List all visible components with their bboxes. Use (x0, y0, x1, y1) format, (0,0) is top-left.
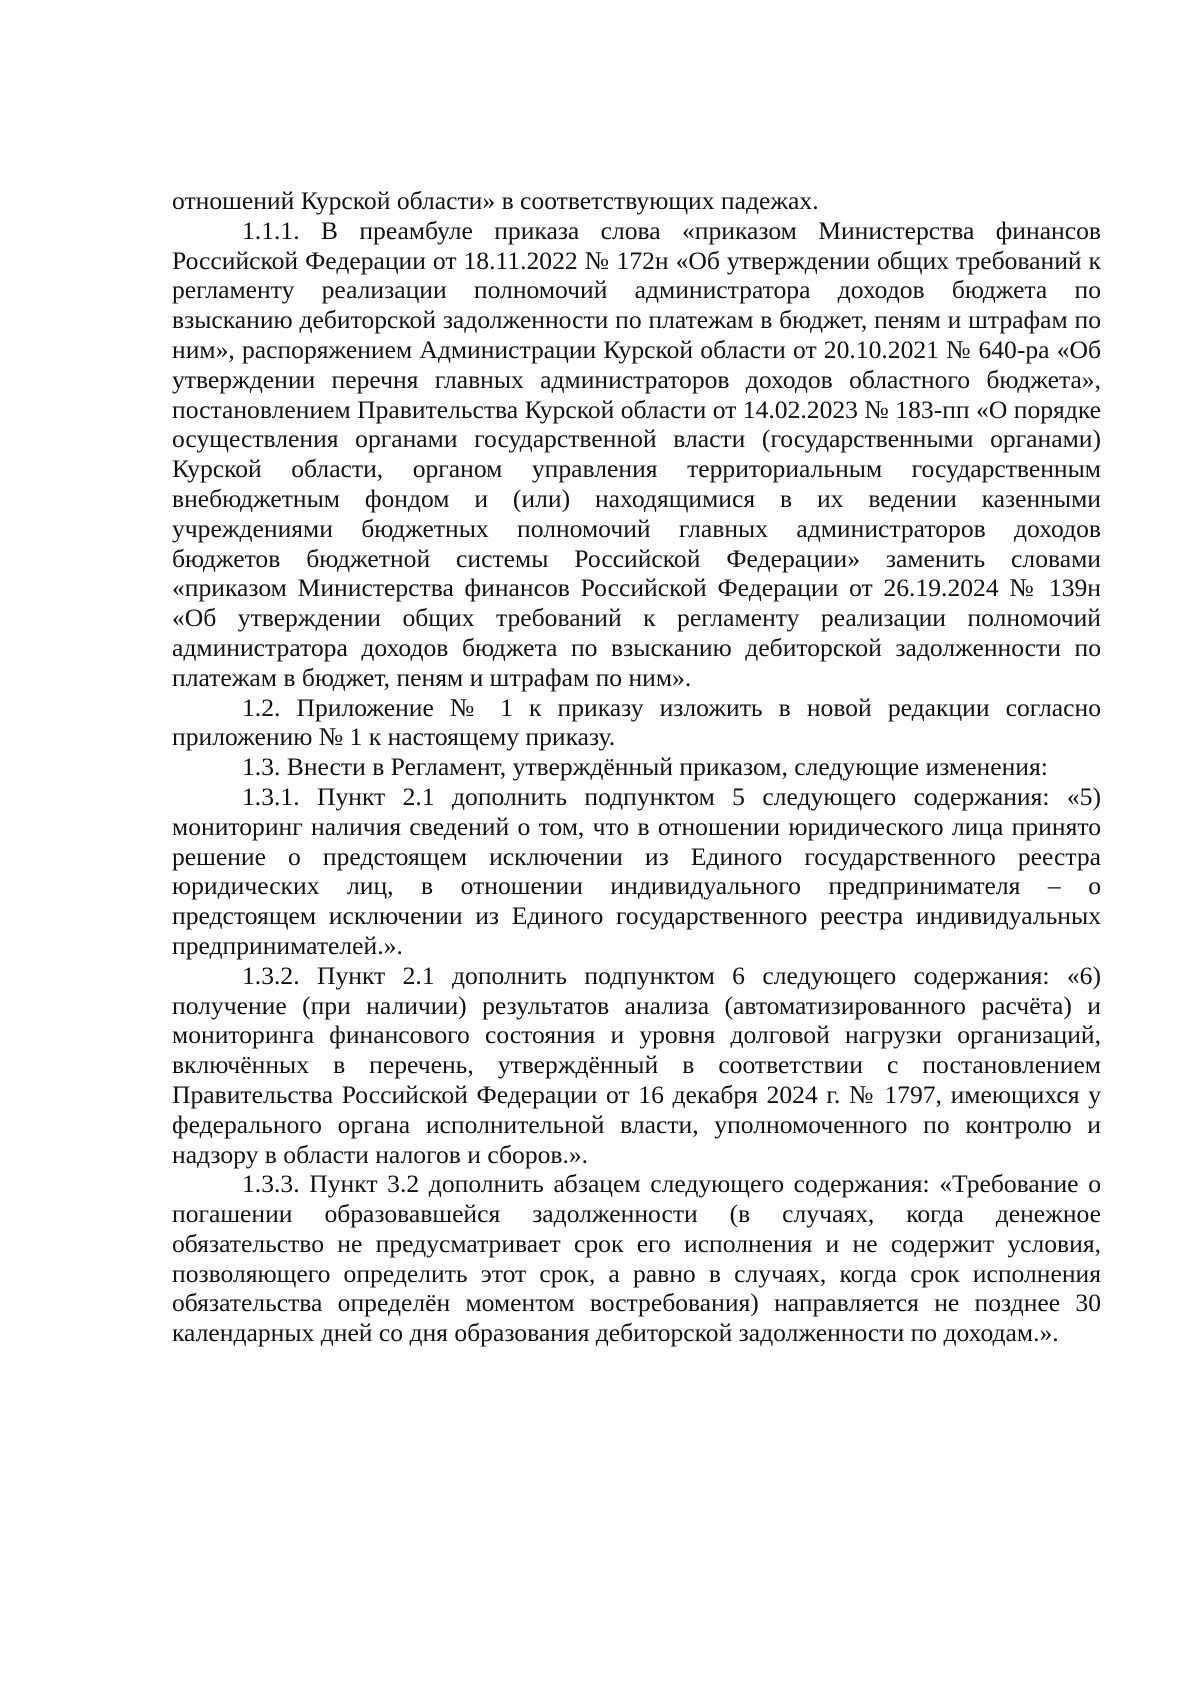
document-body (172, 186, 1101, 1348)
paragraph-1-3-1: 1.3.1. Пункт 2.1 дополнить подпунктом 5 следующего содержания: «5) мониторинг наличия сведений о том, что в отношении юридического лица принято решение о предстоящем исключении из Единого государственного реестра юридических лиц, в отношении индивидуального предпринимателя – о предстоящем исключении из Единого государственного реестра индивидуальных предпринимателей.». (172, 781, 1101, 960)
paragraph-continuation: отношений Курской области» в соответствующих падежах. (172, 186, 819, 215)
paragraph-1-3-2: 1.3.2. Пункт 2.1 дополнить подпунктом 6 следующего содержания: «6) получение (при наличии) результатов анализа (автоматизированного расчёта) и мониторинга финансового состояния и уровня долговой нагрузки организаций, включённых в перечень, утверждённый в соответствии с постановлением Правительства Российской Федерации от 16 декабря 2024 г. № 1797, имеющихся у федерального органа исполнительной власти, уполномоченного по контролю и надзору в области налогов и сборов.». (172, 960, 1101, 1169)
paragraph-1-3: 1.3. Внести в Регламент, утверждённый приказом, следующие изменения: (242, 752, 1048, 782)
paragraph-1-3-3: 1.3.3. Пункт 3.2 дополнить абзацем следующего содержания: «Требование о погашении образовавшейся задолженности (в случаях, когда денежное обязательство не предусматривает срок его исполнения и не содержит условия, позволяющего определить этот срок, а равно в случаях, когда срок исполнения обязательства определён моментом востребования) направляется не позднее 30 календарных дней со дня образования дебиторской задолженности по доходам.». (172, 1169, 1101, 1348)
paragraph-1-2: 1.2. Приложение № 1 к приказу изложить в новой редакции согласно приложению № 1 к настоящему приказу. (172, 692, 1101, 752)
paragraph-1-1-1: 1.1.1. В преамбуле приказа слова «приказом Министерства финансов Российской Федерации от 18.11.2022 № 172н «Об утверждении общих требований к регламенту реализации полномочий администратора доходов бюджета по взысканию дебиторской задолженности по платежам в бюджет, пеням и штрафам по ним», распоряжением Администрации Курской области от 20.10.2021 № 640-ра «Об утверждении перечня главных администраторов доходов областного бюджета», постановлением Правительства Курской области от 14.02.2023 № 183-пп «О порядке осуществления органами государственной власти (государственными органами) Курской области, органом управления территориальным государственным внебюджетным фондом и (или) находящимися в их ведении казенными учреждениями бюджетных полномочий главных администраторов доходов бюджетов бюджетной системы Российской Федерации» заменить словами «приказом Министерства финансов Российской Федерации от 26.19.2024 № 139н «Об утверждении общих требований к регламенту реализации полномочий администратора доходов бюджета по взысканию дебиторской задолженности по платежам в бюджет, пеням и штрафам по ним». (172, 215, 1101, 692)
